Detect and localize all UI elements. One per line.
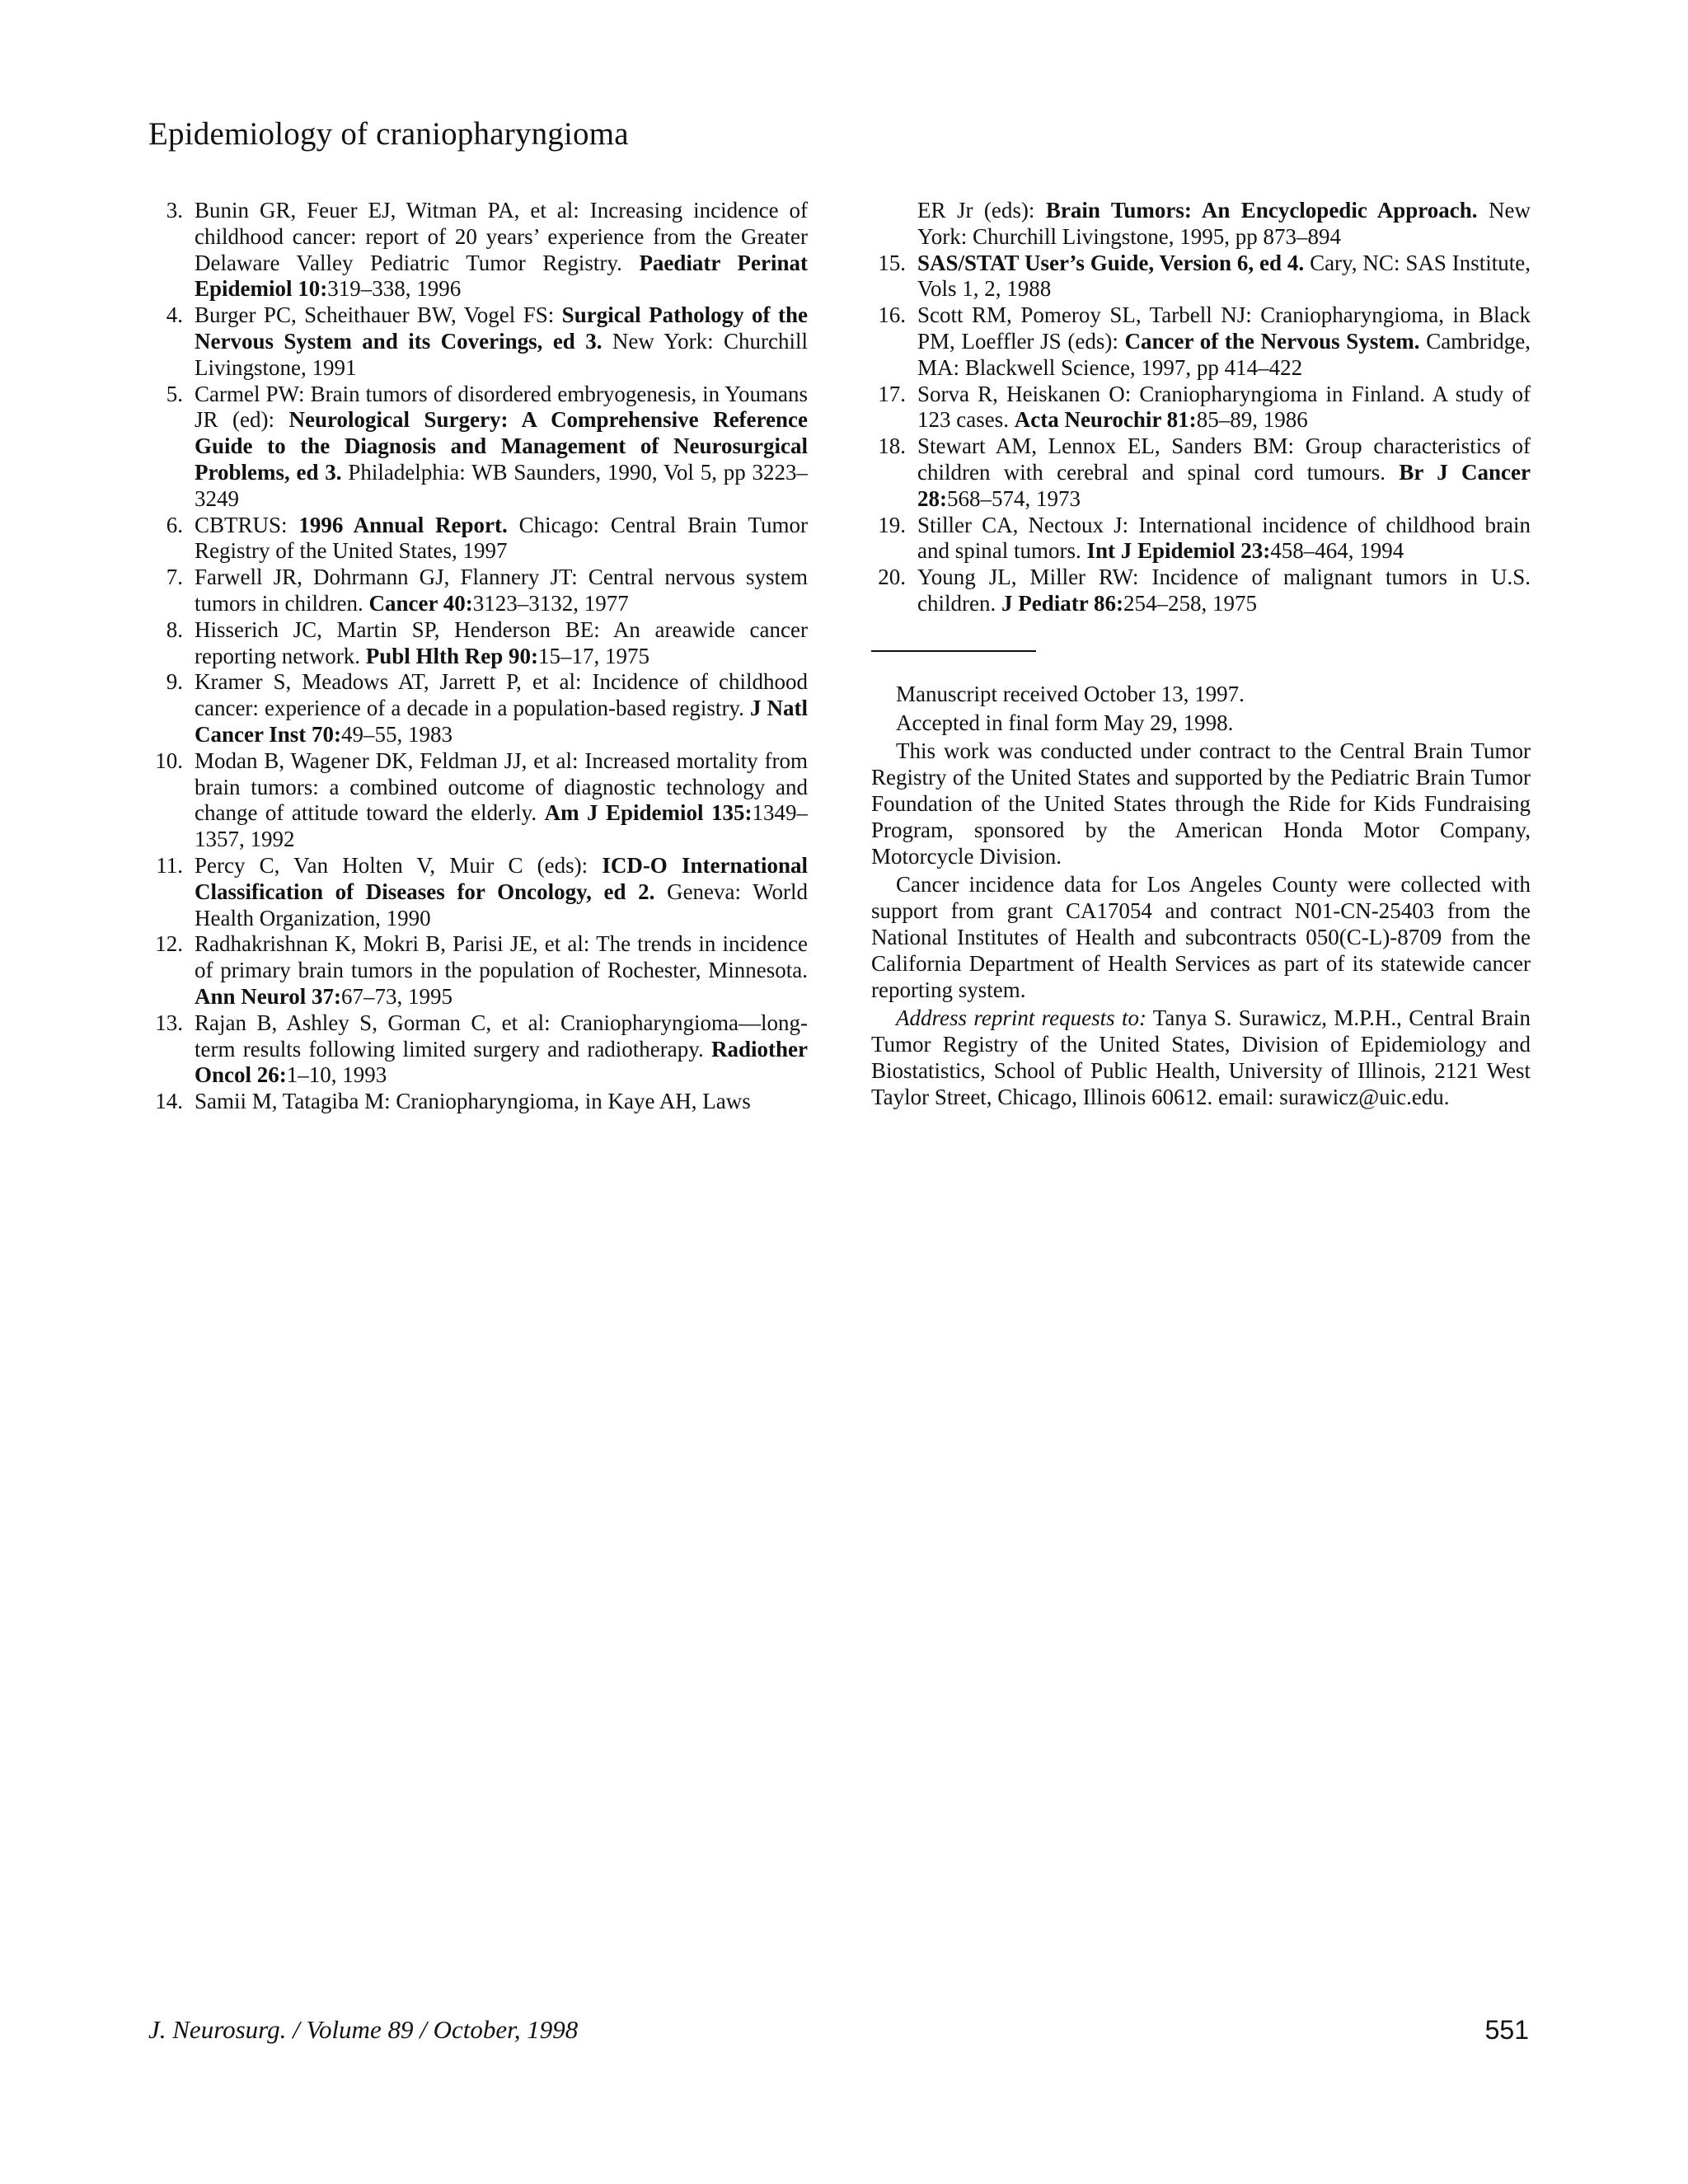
reference-item [148, 748, 808, 853]
reference-source: J Natl Cancer Inst 70: [195, 696, 808, 747]
reference-text: Percy C, Van Holten V, Muir C (eds): [195, 852, 603, 878]
reference-number: 10. [155, 748, 183, 773]
reference-text: Young JL, Miller RW: Incidence of malignant tumors in U.S. children. [917, 565, 1531, 616]
left-column [148, 198, 808, 1115]
reference-source: Brain Tumors: An Encyclopedic Approach. [1045, 198, 1478, 223]
reference-pages: Philadelphia: WB Saunders, 1990, Vol 5, pp 3223–3249 [195, 459, 808, 511]
reprint-address [871, 1005, 1531, 1110]
received-date: Manuscript received October 13, 1997. [896, 681, 1245, 706]
reference-item [148, 617, 808, 670]
reference-source: ICD-O International Classification of Diseases for Oncology, ed 2. [195, 852, 808, 904]
reference-text: Carmel PW: Brain tumors of disordered embryogenesis, in Youmans JR (ed): [195, 381, 808, 433]
right-column [871, 198, 1531, 1113]
reference-number: 5. [166, 381, 183, 406]
reference-number: 14. [155, 1089, 183, 1114]
reference-text: Samii M, Tatagiba M: Craniopharyngioma, in Kaye AH, Laws [195, 1089, 751, 1114]
reference-pages: 1349–1357, 1992 [195, 800, 808, 852]
reference-number: 19. [878, 512, 906, 537]
reference-number: 8. [166, 616, 183, 642]
reference-number: 16. [878, 302, 906, 328]
reference-number: 20. [878, 565, 906, 590]
reference-item-continued [871, 198, 1531, 251]
page-number: 551 [1484, 2015, 1529, 2045]
reference-pages: Cambridge, MA: Blackwell Science, 1997, pp 414–422 [917, 328, 1531, 380]
reference-item [148, 931, 808, 1010]
reference-item [148, 513, 808, 565]
reference-source: Surgical Pathology of the Nervous System and its Coverings, ed 3. [195, 302, 808, 354]
reference-pages: 1–10, 1993 [286, 1062, 387, 1088]
reference-number: 12. [155, 931, 183, 957]
reference-pages: 67–73, 1995 [341, 983, 453, 1009]
reference-pages: 15–17, 1975 [537, 643, 649, 668]
reference-number: 11. [156, 852, 183, 878]
reference-pages: 85–89, 1986 [1196, 407, 1308, 433]
reference-source: Ann Neurol 37: [195, 983, 342, 1009]
reference-number: 13. [155, 1010, 183, 1035]
reference-item [148, 1010, 808, 1089]
reference-text: Modan B, Wagener DK, Feldman JJ, et al: Increased mortality from brain tumors: a combined outcome of diagnostic technology and change of attitude toward the elderly. [195, 748, 808, 826]
reference-text: ER Jr (eds): [917, 198, 1046, 223]
reference-item [871, 382, 1531, 434]
running-header: Epidemiology of craniopharyngioma [148, 116, 629, 152]
reference-pages: Cary, NC: SAS Institute, Vols 1, 2, 1988 [917, 250, 1531, 302]
reference-source: Cancer of the Nervous System. [1124, 328, 1420, 354]
reference-number: 3. [166, 198, 183, 223]
reference-item [871, 565, 1531, 617]
reference-text: Burger PC, Scheithauer BW, Vogel FS: [195, 302, 562, 328]
reference-pages: 568–574, 1973 [947, 485, 1081, 511]
reference-number: 18. [878, 434, 906, 459]
reference-source: Paediatr Perinat Epidemiol 10: [195, 250, 808, 302]
reference-number: 15. [878, 250, 906, 275]
reference-source: Publ Hlth Rep 90: [365, 643, 538, 668]
reference-pages: 3123–3132, 1977 [472, 590, 629, 616]
reference-text: Scott RM, Pomeroy SL, Tarbell NJ: Craniopharyngioma, in Black PM, Loeffler JS (eds): [917, 302, 1531, 354]
reference-text: Stewart AM, Lennox EL, Sanders BM: Group characteristics of children with cerebral and spinal cord tumours. [917, 434, 1531, 485]
funding-note: This work was conducted under contract to the Central Brain Tumor Registry of the United States and supported by the Pediatric Brain Tumor Foundation of the United States through the Ride for Kids Fundraising Program, sponsored by the American Honda Motor Company, Motorcycle Division. [871, 738, 1531, 869]
reference-number: 7. [166, 565, 183, 590]
reference-source: J Pediatr 86: [1001, 590, 1123, 616]
reference-item [148, 1089, 808, 1115]
journal-citation: J. Neurosurg. / Volume 89 / October, 1998 [148, 2015, 579, 2044]
reprint-text: Tanya S. Surawicz, M.P.H., Central Brain Tumor Registry of the United States, Division of Epidemiology and Biostatistics, School of Public Health, University of Illinois, 2121 West Taylor Street, Chicago, Illinois 60612. email: surawicz@uic.edu. [871, 1005, 1531, 1109]
reference-item [871, 434, 1531, 512]
reference-text: CBTRUS: [195, 512, 299, 537]
reference-pages: 254–258, 1975 [1123, 590, 1257, 616]
reference-source: Acta Neurochir 81: [1014, 407, 1197, 433]
reference-text: Hisserich JC, Martin SP, Henderson BE: An areawide cancer reporting network. [195, 616, 808, 668]
reference-pages: New York: Churchill Livingstone, 1995, pp 873–894 [917, 198, 1531, 249]
reference-text: Sorva R, Heiskanen O: Craniopharyngioma in Finland. A study of 123 cases. [917, 381, 1531, 433]
reference-text: Bunin GR, Feuer EJ, Witman PA, et al: Increasing incidence of childhood cancer: report of 20 years’ experience from the Greater Delaware Valley Pediatric Tumor Registry. [195, 198, 808, 275]
reference-item [148, 669, 808, 748]
reference-source: Br J Cancer 28: [917, 459, 1531, 511]
reference-text: Kramer S, Meadows AT, Jarrett P, et al: Incidence of childhood cancer: experience of a decade in a population-based registry. [195, 669, 808, 721]
reference-source: Int J Epidemiol 23: [1086, 538, 1271, 564]
accepted-date: Accepted in final form May 29, 1998. [896, 710, 1234, 735]
reference-pages: 49–55, 1983 [341, 721, 452, 747]
reference-item [871, 513, 1531, 565]
reference-text: Rajan B, Ashley S, Gorman C, et al: Craniopharyngioma—long-term results following limited surgery and radiotherapy. [195, 1010, 808, 1062]
reference-source: 1996 Annual Report. [298, 512, 508, 537]
reference-pages: 458–464, 1994 [1270, 538, 1404, 564]
reference-text: Farwell JR, Dohrmann GJ, Flannery JT: Central nervous system tumors in children. [195, 565, 808, 616]
reference-text: Radhakrishnan K, Mokri B, Parisi JE, et al: The trends in incidence of primary brain tumors in the population of Rochester, Minnesota. [195, 931, 808, 983]
reference-number: 9. [166, 669, 183, 695]
reference-item [148, 565, 808, 617]
reprint-label: Address reprint requests to: [896, 1005, 1146, 1031]
reference-pages: 319–338, 1996 [327, 276, 462, 302]
reference-item [148, 302, 808, 381]
reference-item [148, 382, 808, 513]
reference-number: 4. [166, 302, 183, 328]
reference-source: Neurological Surgery: A Comprehensive Reference Guide to the Diagnosis and Management of Neurosurgical Problems, ed 3. [195, 407, 808, 485]
reference-source: Am J Epidemiol 135: [544, 800, 753, 826]
reference-number: 6. [166, 512, 183, 537]
reference-item [871, 302, 1531, 381]
reference-number: 17. [878, 381, 906, 406]
reference-source: Radiother Oncol 26: [195, 1036, 808, 1088]
reference-item [871, 251, 1531, 303]
reference-pages: New York: Churchill Livingstone, 1991 [195, 328, 808, 380]
reference-item [148, 853, 808, 931]
reference-source: Cancer 40: [368, 590, 473, 616]
footnote-divider [871, 650, 1036, 652]
reference-item [148, 198, 808, 302]
data-support-note: Cancer incidence data for Los Angeles County were collected with support from grant CA17054 and contract N01-CN-25403 from the National Institutes of Health and subcontracts 050(C-L)-8709 from the California Department of Health Services as part of its statewide cancer reporting system. [871, 872, 1531, 1002]
reference-source: SAS/STAT User’s Guide, Version 6, ed 4. [917, 250, 1305, 275]
reference-text: Stiller CA, Nectoux J: International incidence of childhood brain and spinal tumors. [917, 512, 1531, 564]
reference-pages: Chicago: Central Brain Tumor Registry of the United States, 1997 [195, 512, 808, 564]
reference-pages: Geneva: World Health Organization, 1990 [195, 879, 809, 930]
